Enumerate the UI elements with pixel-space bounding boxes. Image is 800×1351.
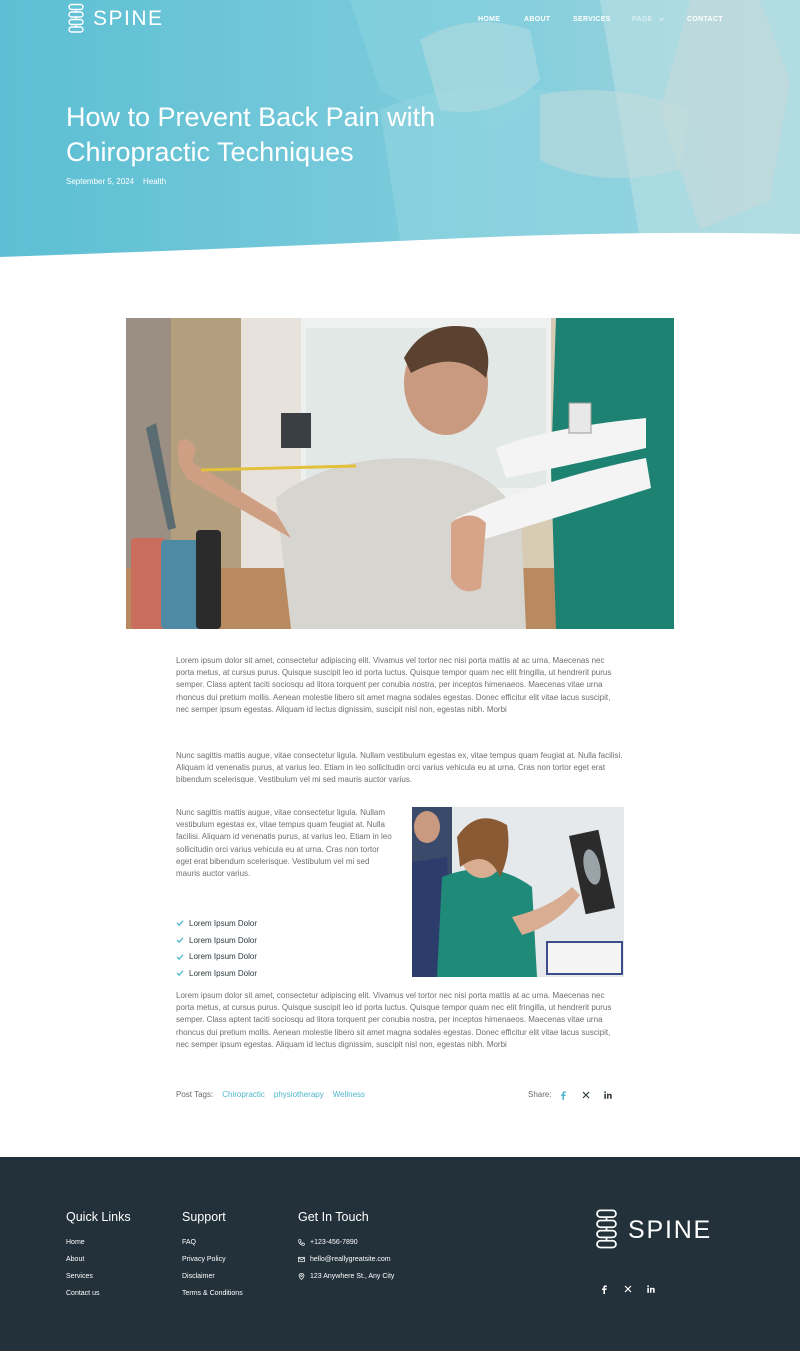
footer-email[interactable]: [298, 1251, 394, 1268]
map-pin-icon: [298, 1273, 305, 1280]
checklist-item: [176, 965, 257, 982]
checklist-item-label: Lorem Ipsum Dolor: [189, 968, 258, 978]
post-title: How to Prevent Back Pain with Chiropractic Techniques: [66, 102, 436, 167]
footer-link-about[interactable]: About: [66, 1255, 85, 1263]
tag-chiropractic[interactable]: Chiropractic: [222, 1090, 265, 1099]
tag-physiotherapy[interactable]: physiotherapy: [273, 1090, 324, 1099]
hero-banner: [0, 0, 800, 262]
footer-heading: Quick Links: [66, 1210, 131, 1224]
checklist-item: [176, 932, 257, 949]
footer-link-privacy[interactable]: Privacy Policy: [182, 1255, 226, 1263]
spine-icon: [66, 3, 86, 35]
post-tags-label: Post Tags:: [176, 1090, 214, 1099]
footer-brand-name: SPINE: [628, 1215, 713, 1244]
article-paragraph-3: Nunc sagittis mattis augue, vitae consectetur ligula. Nullam vestibulum egestas ex, vitae tempus quam feugiat at. Nulla facilisi. Aliquam id venenatis purus, at varius leo. Etiam in leo sollicitudin orci varius vehicula eu at urna. Cras non tortor eget erat bibendum scelerisque. Vestibulum vel mi sed mauris auctor varius.: [176, 808, 392, 879]
nav-contact[interactable]: CONTACT: [687, 16, 723, 23]
checklist-item-label: Lorem Ipsum Dolor: [189, 918, 258, 928]
checklist-item: [176, 915, 257, 932]
nav-about[interactable]: ABOUT: [524, 16, 551, 23]
featured-image: [126, 318, 674, 629]
check-icon: [176, 919, 184, 927]
x-icon[interactable]: [581, 1090, 591, 1100]
article-paragraph-1: Lorem ipsum dolor sit amet, consectetur adipiscing elit. Vivamus vel tortor nec nisi porta mattis at ac urna. Maecenas nec porta metus, at cursus purus. Quisque suscipit leo id porta luctus. Quisque tempor quam nec elit fringilla, ut hendrerit purus semper. Class aptent taciti sociosqu ad litora torquent per conubia nostra, per inceptos himenaeos. Maecenas vitae urna rhoncus dui pretium mollis. Aenean molestie libero sit amet magna sodales egestas. Donec efficitur elit vitae lacus suscipit, nec semper ipsum egestas. Aliquam id lectus dignissim, suscipit nisl non, egestas nibh. Morbi: [176, 656, 612, 714]
share-label: Share:: [528, 1090, 552, 1099]
footer-heading: Get In Touch: [298, 1210, 369, 1224]
footer-quick-links: [66, 1210, 131, 1302]
footer-address-text: 123 Anywhere St., Any City: [310, 1272, 395, 1280]
footer-link-contact[interactable]: Contact us: [66, 1289, 100, 1297]
nav-page-label: PAGE: [632, 16, 653, 23]
post-meta: [66, 177, 166, 186]
hero-wave-divider: [0, 222, 800, 262]
featured-image-illustration: [126, 318, 674, 629]
check-icon: [176, 953, 184, 961]
side-image: [412, 807, 624, 977]
footer-link-disclaimer[interactable]: Disclaimer: [182, 1272, 215, 1280]
post-tags: [176, 1090, 365, 1099]
nav-page[interactable]: [632, 16, 665, 23]
facebook-icon[interactable]: [599, 1284, 609, 1294]
chevron-down-icon: [658, 17, 665, 22]
article-paragraph-4: Lorem ipsum dolor sit amet, consectetur adipiscing elit. Vivamus vel tortor nec nisi porta mattis at ac urna. Maecenas nec porta metus, at cursus purus. Quisque suscipit leo id porta luctus. Quisque tempor quam nec elit fringilla, ut hendrerit purus semper. Class aptent taciti sociosqu ad litora torquent per conubia nostra, per inceptos himenaeos. Maecenas vitae urna rhoncus dui pretium mollis. Aenean molestie libero sit amet magna sodales egestas. Donec efficitur elit vitae lacus suscipit, nec semper ipsum egestas. Aliquam id lectus dignissim, suscipit nisl non, egestas nibh. Morbi: [176, 991, 612, 1049]
footer-phone[interactable]: [298, 1234, 394, 1251]
footer-support: [182, 1210, 243, 1302]
share-bar: [528, 1090, 552, 1099]
tag-wellness[interactable]: Wellness: [332, 1090, 366, 1099]
footer-address: [298, 1268, 394, 1285]
side-image-illustration: [412, 807, 624, 977]
check-icon: [176, 936, 184, 944]
nav-services[interactable]: SERVICES: [573, 16, 611, 23]
spine-icon: [593, 1208, 620, 1252]
checklist-item-label: Lorem Ipsum Dolor: [189, 935, 258, 945]
footer-email-text: hello@reallygreatsite.com: [310, 1255, 391, 1263]
checklist: [176, 915, 257, 982]
footer-link-services[interactable]: Services: [66, 1272, 93, 1280]
mail-icon: [298, 1256, 305, 1263]
checklist-item-label: Lorem Ipsum Dolor: [189, 952, 258, 962]
check-icon: [176, 969, 184, 977]
nav-home[interactable]: HOME: [478, 16, 501, 23]
footer-phone-text: +123-456-7890: [310, 1238, 358, 1246]
footer-contact: [298, 1210, 394, 1285]
linkedin-icon[interactable]: [603, 1090, 613, 1100]
post-date: September 5, 2024: [66, 177, 135, 186]
brand-logo[interactable]: [66, 3, 164, 35]
post-category[interactable]: Health: [143, 177, 167, 186]
footer-link-home[interactable]: Home: [66, 1238, 85, 1246]
footer-link-faq[interactable]: FAQ: [182, 1238, 197, 1246]
facebook-icon[interactable]: [558, 1090, 568, 1100]
x-icon[interactable]: [623, 1284, 633, 1294]
phone-icon: [298, 1239, 305, 1246]
checklist-item: [176, 948, 257, 965]
brand-name: SPINE: [93, 7, 164, 30]
linkedin-icon[interactable]: [646, 1284, 656, 1294]
footer-brand-logo[interactable]: [593, 1208, 712, 1252]
article-paragraph-2: Nunc sagittis mattis augue, vitae consectetur ligula. Nullam vestibulum egestas ex, vitae tempus quam feugiat at. Nulla facilisi. Aliquam id venenatis purus, at varius leo. Etiam in leo sollicitudin orci varius vehicula eu at urna. Cras non tortor eget erat bibendum scelerisque. Vestibulum vel mi sed mauris auctor varius.: [176, 751, 623, 785]
footer-link-terms[interactable]: Terms & Conditions: [182, 1289, 243, 1297]
footer-heading: Support: [182, 1210, 226, 1224]
